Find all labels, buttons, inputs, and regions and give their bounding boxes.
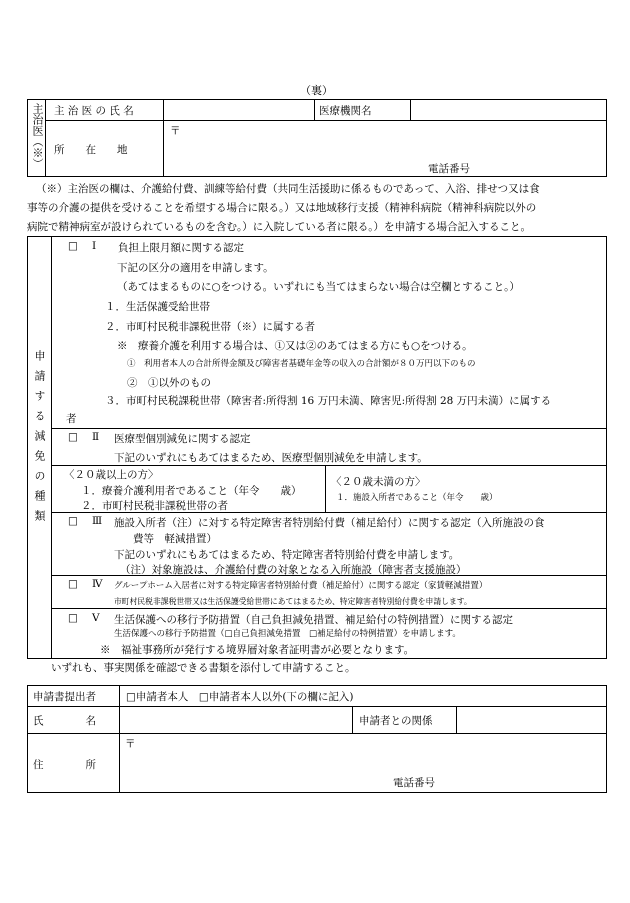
doctor-postal-mark: 〒 (170, 125, 181, 137)
section2-title: 医療型個別減免に関する認定 (114, 433, 251, 445)
section3-line2: （注）対象施設は、介護給付費の対象となる入所施設（障害者支援施設） (120, 564, 467, 576)
section1-choice2: ② ①以外のもの (127, 377, 211, 389)
institution-field[interactable] (413, 100, 605, 119)
section5-checkbox[interactable]: □ (68, 612, 78, 624)
doctor-address-label: 所 在 地 (54, 144, 128, 156)
submitter-address-field[interactable] (121, 734, 605, 791)
section2-over20-item2: ２．市町村民税非課税世帯の者 (81, 500, 228, 512)
section1-numeral: Ⅰ (92, 240, 97, 252)
section2-over20-item1: １．療養介護利用者であること（年令 歳） (81, 485, 302, 497)
relation-field[interactable] (458, 707, 605, 732)
submitter-options[interactable]: □申請者本人 □申請者本人以外(下の欄に記入) (126, 691, 354, 703)
section4-title: グループホーム入居者に対する特定障害者特別給付費（補足給付）に関する認定（家賃軽減措置） (114, 581, 488, 591)
section2-under20-item1: １．施設入所者であること（年令 歳） (336, 493, 498, 503)
section3-title: 施設入所者（注）に対する特定障害者特別給付費（補足給付）に関する認定（入所施設の食 (114, 517, 545, 529)
section4-numeral: Ⅳ (92, 578, 103, 590)
section1-checkbox[interactable]: □ (68, 240, 78, 252)
section1-item3-tail: 者 (66, 413, 77, 425)
section2-over20-heading: 〈２０歳以上の方〉 (64, 469, 159, 481)
submitter-postal-mark: 〒 (125, 738, 136, 750)
submitter-label: 申請書提出者 (33, 691, 96, 703)
section1-item1: １．生活保護受給世帯 (105, 301, 210, 313)
doctor-address-field[interactable] (166, 121, 604, 175)
section3-line1: 下記のいずれにもあてはまるため、特定障害者特別給付費を申請します。 (114, 549, 460, 561)
section1-item3: ３．市町村民税課税世帯（障害者:所得割 16 万円未満、障害児:所得割 28 万円未満）に属する (105, 395, 552, 407)
submitter-name-label: 氏 名 (33, 715, 96, 727)
relation-label: 申請者との関係 (359, 715, 433, 727)
section1-line2: （あてはまるものに○をつける。いずれにも当てはまらない場合は空欄とすること。） (117, 281, 520, 293)
note-line-2: 事等の介護の提供を受けることを希望する場合に限る。）又は地域移行支援（精神科病院（精神科病院以外の (27, 202, 537, 214)
section1-item2-note: ※ 療養介護を利用する場合は、①又は②のあてはまる方にも○をつける。 (117, 340, 473, 352)
section5-numeral: Ⅴ (92, 612, 100, 624)
institution-label: 医療機関名 (319, 105, 372, 117)
section2-under20-heading: 〈２０歳未満の方〉 (331, 476, 426, 488)
section5-title: 生活保護への移行予防措置（自己負担減免措置、補足給付の特例措置）に関する認定 (114, 614, 513, 626)
section1-line1: 下記の区分の適用を申請します。 (117, 262, 274, 274)
doctor-phone-label: 電話番号 (428, 163, 470, 175)
section2-numeral: Ⅱ (92, 431, 100, 443)
section1-item2: ２．市町村民税非課税世帯（※）に属する者 (105, 321, 315, 333)
section1-choice1: ① 利用者本人の合計所得金額及び障害者基礎年金等の収入の合計額が８０万円以下のもの (127, 359, 476, 369)
exemption-section-label: 申請する減免の種類 (33, 350, 46, 530)
submitter-phone-label: 電話番号 (393, 777, 435, 789)
section5-line1: 生活保護への移行予防措置（□自己負担減免措置 □補足給付の特例措置）を申請します。 (114, 629, 461, 639)
section1-title: 負担上限月額に関する認定 (118, 242, 244, 254)
note-line-3: 病院で精神病室が設けられているものを含む。）に入院している者に限る。）を申請する場合記入すること。 (27, 221, 531, 233)
doctor-name-label: 主 治 医 の 氏 名 (54, 105, 134, 117)
section2-line1: 下記のいずれにもあてはまるため、医療型個別減免を申請します。 (114, 452, 428, 464)
section5-line2: ※ 福祉事務所が発行する境界層対象者証明書が必要となります。 (100, 644, 415, 656)
section3-checkbox[interactable]: □ (68, 515, 78, 527)
section2-checkbox[interactable]: □ (68, 431, 78, 443)
section3-title-cont: 費等 軽減措置） (133, 533, 217, 545)
attach-note: いずれも、事実関係を確認できる書類を添付して申請すること。 (51, 662, 356, 674)
section3-numeral: Ⅲ (92, 515, 103, 527)
page-side-label: （裏） (300, 84, 333, 97)
note-line-1: （※）主治医の欄は、介護給付費、訓練等給付費（共同生活援助に係るものであって、入浴、排せつ又は食 (36, 183, 540, 195)
submitter-name-field[interactable] (121, 707, 350, 732)
section4-line1: 市町村民税非課税世帯又は生活保護受給世帯にあてはまるため、特定障害者特別給付費を申請します。 (114, 597, 472, 606)
doctor-name-field[interactable] (166, 100, 312, 119)
submitter-address-label: 住 所 (33, 759, 96, 771)
section4-checkbox[interactable]: □ (68, 578, 78, 590)
doctor-section-label: 主治医（※） (31, 103, 44, 169)
